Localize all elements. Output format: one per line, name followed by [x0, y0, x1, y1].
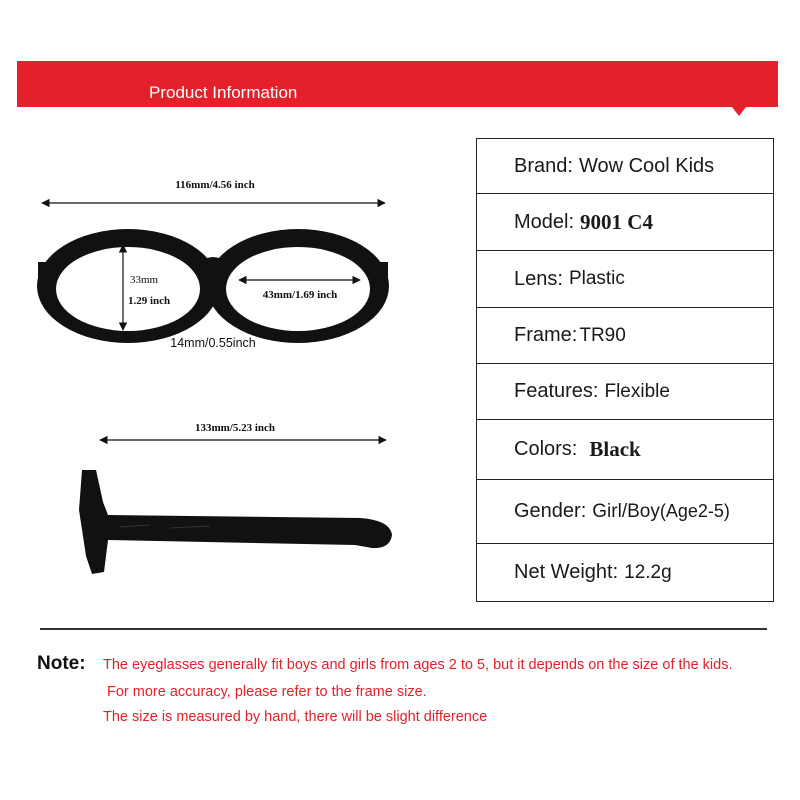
- spec-row-gender: [477, 480, 773, 544]
- spec-value: Flexible: [604, 380, 670, 402]
- spec-label: Net Weight:: [514, 561, 619, 583]
- banner-title: Product Information: [149, 83, 298, 102]
- note-line: For more accuracy, please refer to the frame size.: [107, 684, 427, 700]
- spec-value: Black: [589, 437, 641, 461]
- spec-value: TR90: [579, 324, 626, 346]
- spec-row-lens: [477, 251, 773, 308]
- temple-length-label: 133mm/5.23 inch: [194, 422, 276, 434]
- temple-side-icon: [79, 470, 392, 574]
- spec-value: Wow Cool Kids: [578, 154, 715, 177]
- lens-height-mm-label: 33mm: [130, 274, 159, 286]
- lens-width-label: 43mm/1.69 inch: [262, 289, 338, 301]
- note-line: The size is measured by hand, there will be slight difference: [103, 709, 488, 725]
- spec-row-colors: [477, 420, 773, 480]
- bridge-label: 14mm/0.55inch: [170, 336, 256, 350]
- spec-label: Lens:: [514, 267, 563, 290]
- divider: [40, 628, 767, 630]
- lens-height-in-label: 1.29 inch: [128, 295, 171, 307]
- glasses-front-icon: [37, 229, 389, 343]
- total-width-label: 116mm/4.56 inch: [175, 179, 255, 191]
- spec-row-features: [477, 364, 773, 420]
- spec-row-frame: [477, 308, 773, 364]
- spec-label: Model:: [514, 210, 575, 233]
- spec-table: [476, 138, 774, 602]
- spec-value: 9001 C4: [580, 209, 653, 234]
- spec-row-brand: [477, 139, 773, 194]
- spec-label: Gender:: [514, 500, 587, 522]
- note-label: Note:: [37, 653, 86, 674]
- spec-label: Frame:: [514, 324, 578, 346]
- spec-label: Colors:: [514, 438, 578, 460]
- spec-value: Plastic: [568, 268, 625, 289]
- note-line: The eyeglasses generally fit boys and girls from ages 2 to 5, but it depends on the size of the kids.: [103, 657, 733, 673]
- spec-label: Features:: [514, 380, 599, 402]
- spec-value: Girl/Boy: [592, 500, 660, 522]
- spec-label: Brand:: [514, 154, 573, 177]
- spec-value: 12.2g: [624, 561, 672, 583]
- spec-row-model: [477, 194, 773, 251]
- spec-value-extra: (Age2-5): [659, 501, 730, 521]
- spec-row-weight: [477, 544, 773, 601]
